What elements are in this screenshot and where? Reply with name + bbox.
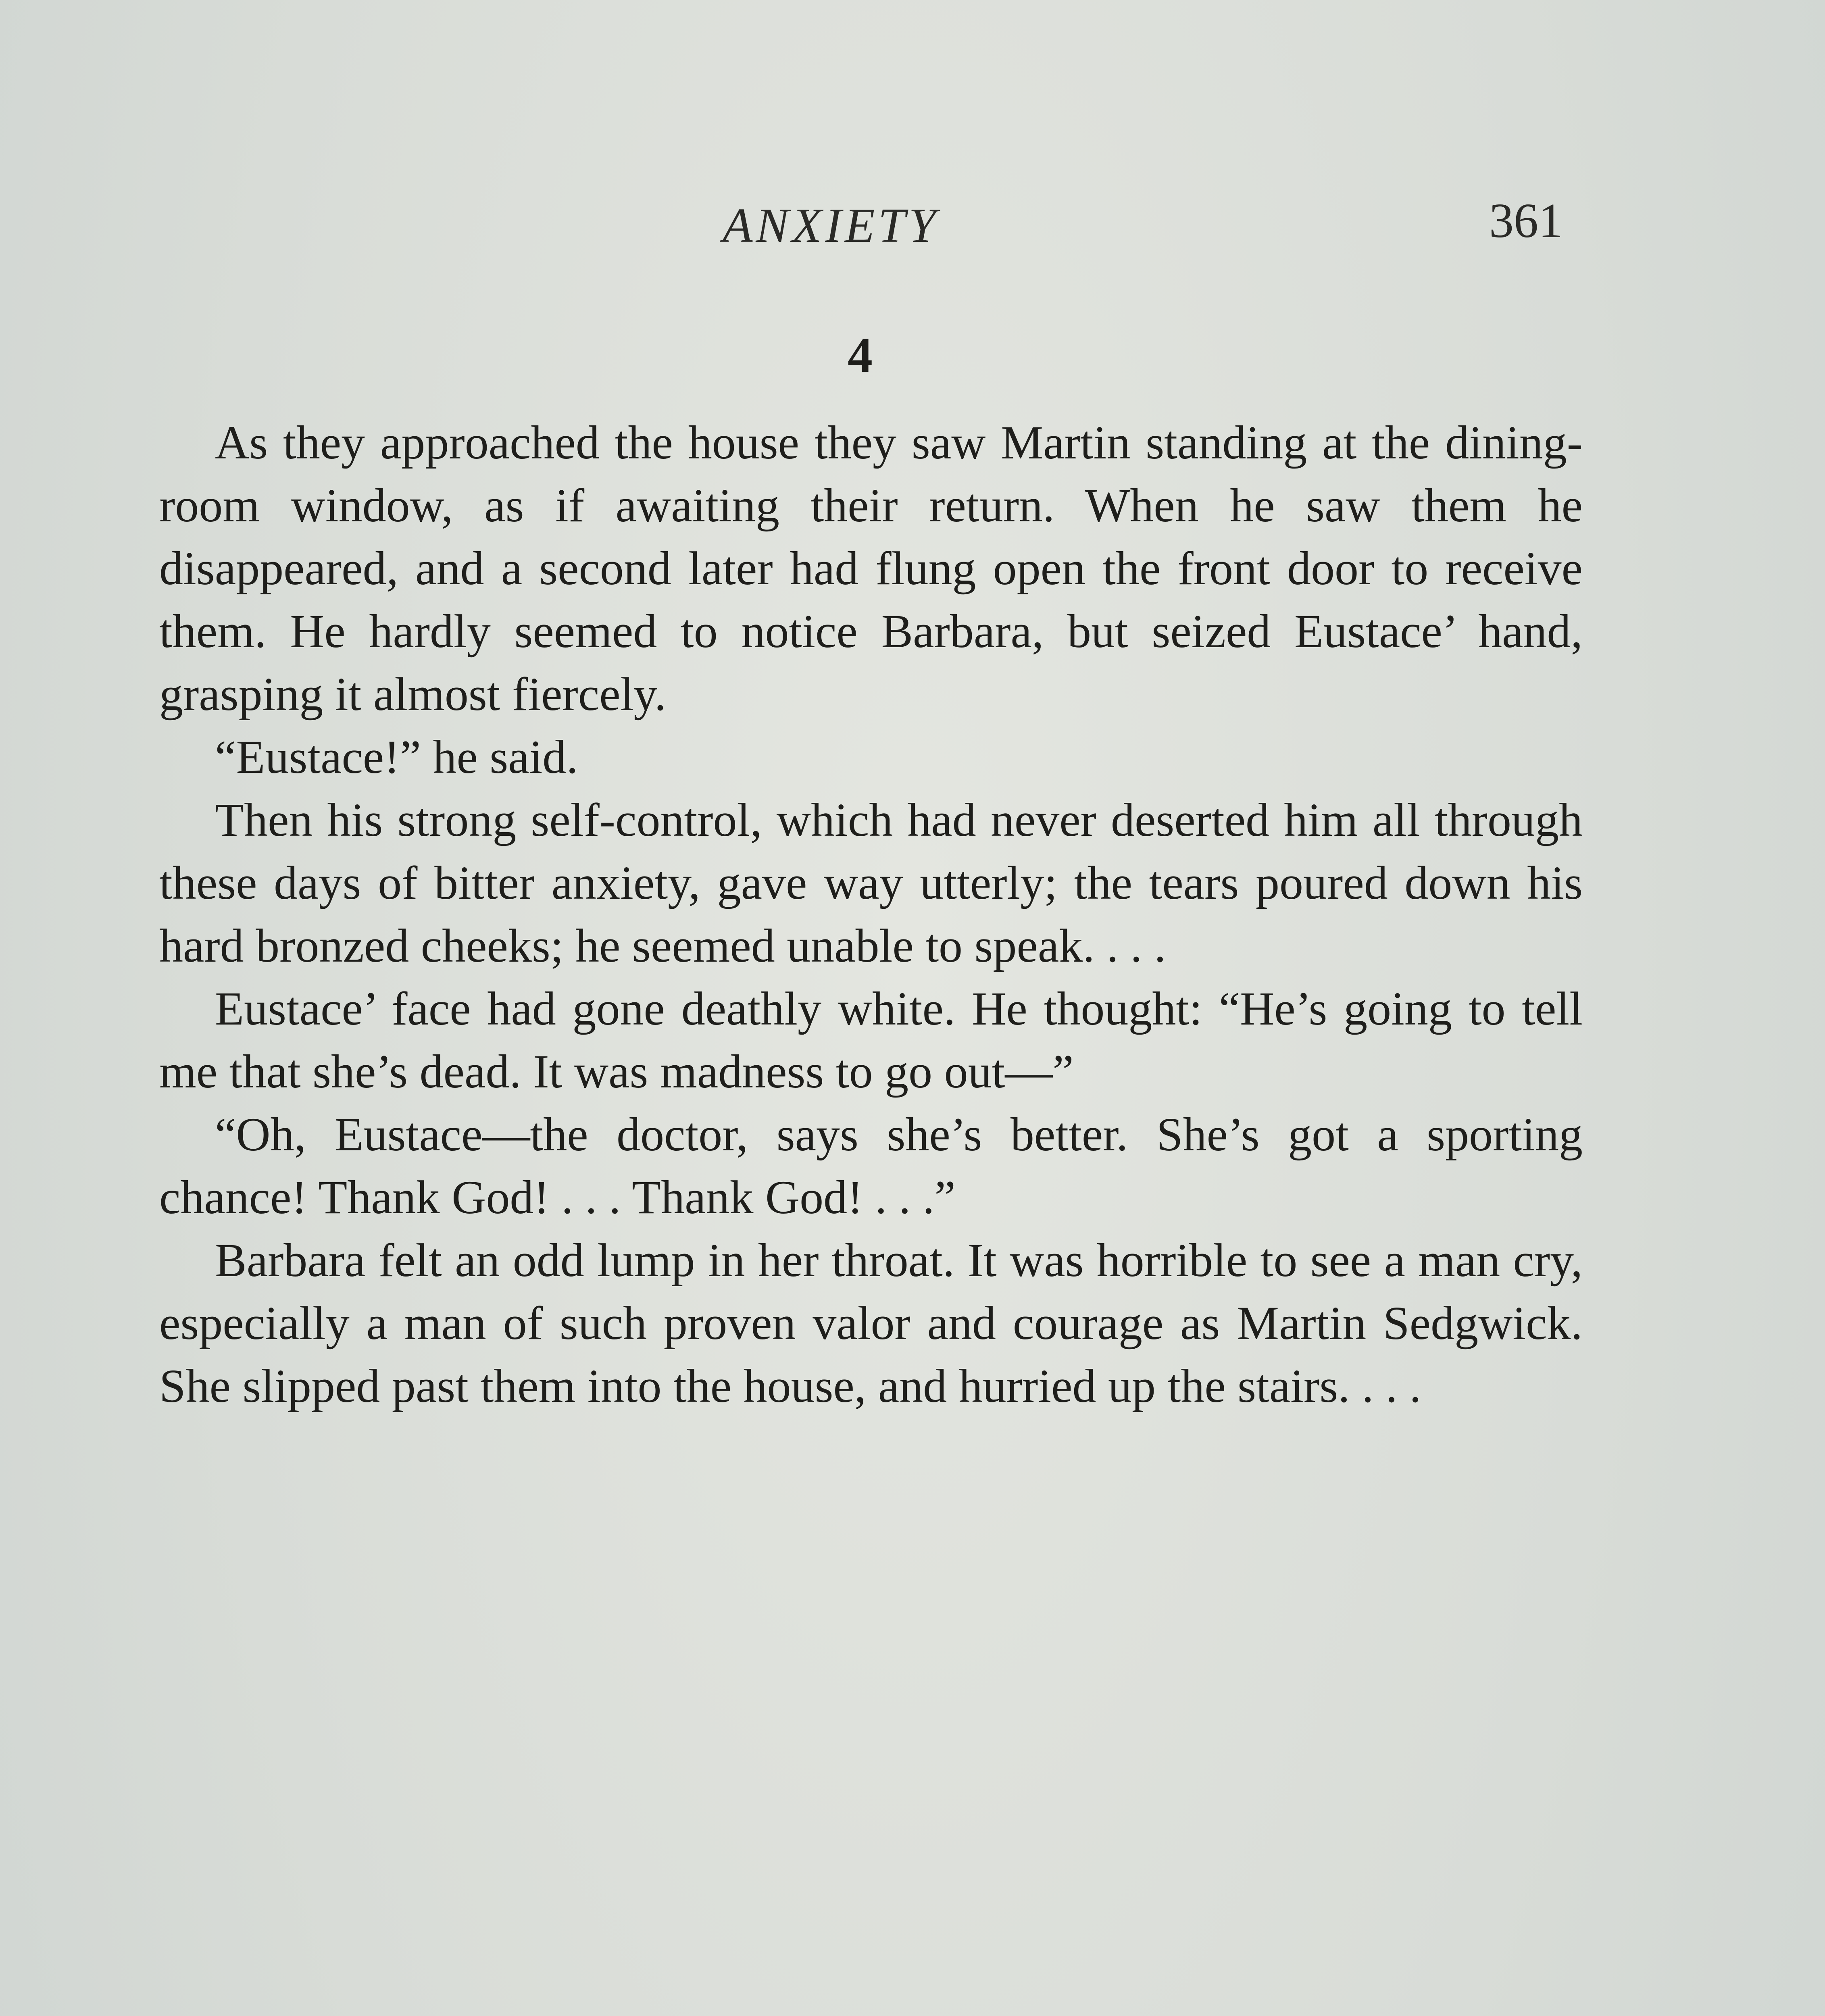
paragraph: Eustace’ face had gone deathly white. He thought: “He’s going to tell me that she’s dead. It was madness to go out—” <box>159 982 1583 1098</box>
paragraph: “Oh, Eustace—the doctor, says she’s better. She’s got a sporting chance! Thank God! . . . Thank God! . . .” <box>159 1108 1583 1224</box>
section-number: 4 <box>848 327 873 383</box>
paragraph: As they approached the house they saw Martin standing at the dining-room window, as if awaiting their return. When he saw them he disappeared, and a second later had flung open the front door to receive them. He hardly seemed to notice Barbara, but seized Eustace’ hand, grasping it almost fiercely. <box>159 416 1583 721</box>
paragraph: “Eustace!” he said. <box>215 731 578 783</box>
running-head-title: ANXIETY <box>723 198 940 253</box>
paragraph: Then his strong self-control, which had never deserted him all through these days of bitter anxiety, gave way utterly; the tears poured down his hard bronzed cheeks; he seemed unable to speak. . . . <box>159 793 1583 972</box>
body-text <box>159 411 1583 1418</box>
page-number: 361 <box>1489 194 1563 248</box>
paragraph: Barbara felt an odd lump in her throat. It was horrible to see a man cry, especially a man of such proven valor and courage as Martin Sedgwick. She slipped past them into the house, and hurried up the stairs. . . . <box>159 1234 1583 1412</box>
